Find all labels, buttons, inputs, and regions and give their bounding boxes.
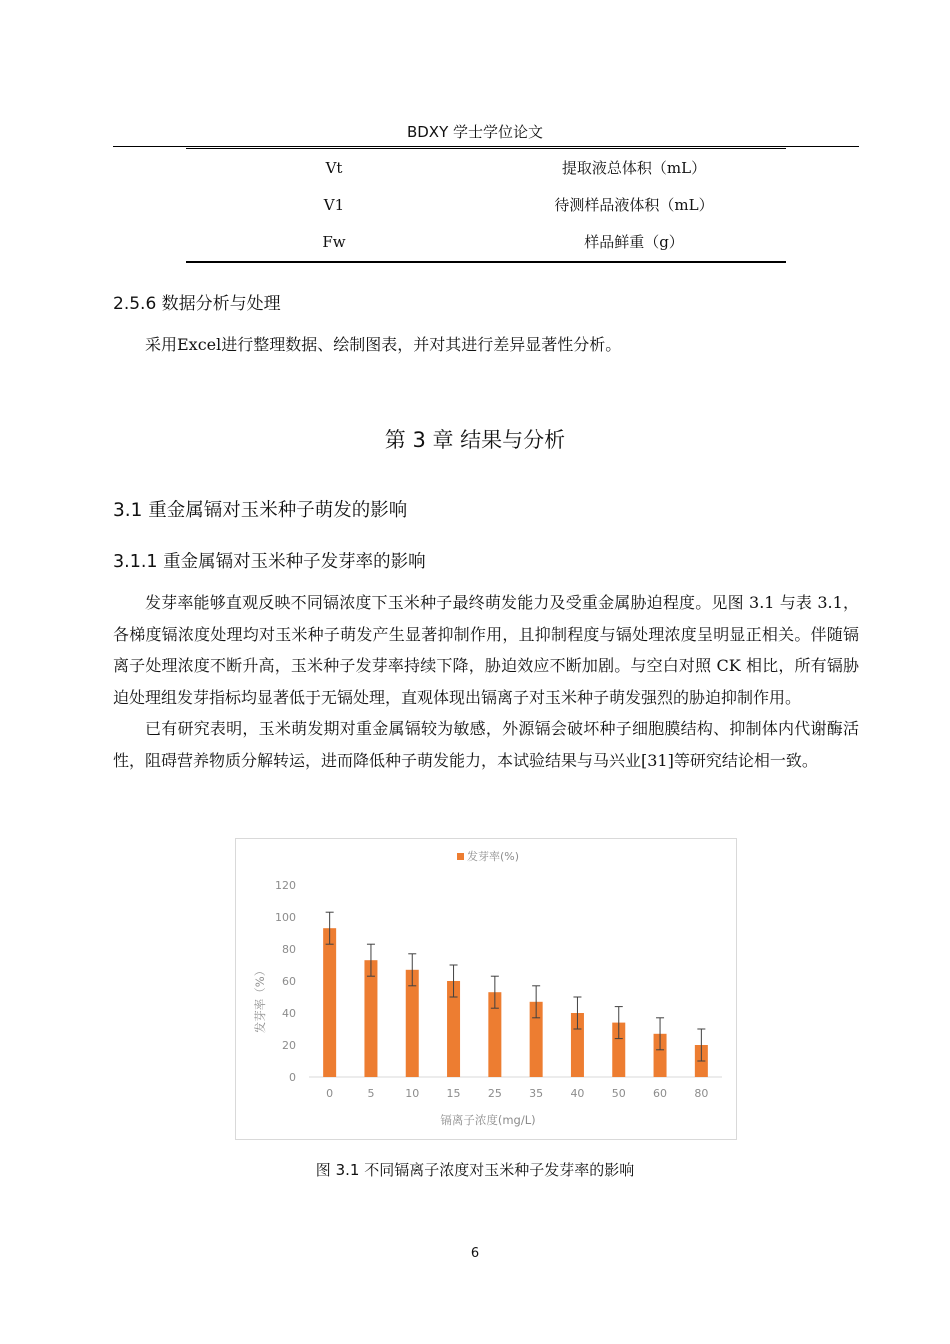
figure-3-1-chart [235, 838, 737, 1140]
chart-bars [323, 912, 708, 1077]
table-bottom-rule [186, 261, 786, 263]
legend-swatch [457, 853, 464, 860]
y-tick-label: 40 [282, 1007, 296, 1020]
table-cell-description: 提取液总体积（mL） [561, 159, 707, 177]
header-rule [113, 146, 859, 147]
bar [364, 960, 377, 1077]
paragraph: 已有研究表明，玉米萌发期对重金属镉较为敏感，外源镉会破坏种子细胞膜结构、抑制体内代谢酶活性，阻碍营养物质分解转运，进而降低种子萌发能力，本试验结果与马兴业[31]等研究结论相一致。 [113, 719, 859, 770]
x-axis-label: 镉离子浓度(mg/L) [440, 1113, 536, 1127]
paragraph: 发芽率能够直观反映不同镉浓度下玉米种子最终萌发能力及受重金属胁迫程度。见图 3.1 与表 3.1，各梯度镉浓度处理均对玉米种子萌发产生显著抑制作用，且抑制程度与镉处理浓度呈明显正相关。伴随镉离子处理浓度不断升高，玉米种子发芽率持续下降，胁迫效应不断加剧。与空白对照 CK 相比，所有镉胁迫处理组发芽指标均显著低于无镉处理，直观体现出镉离子对玉米种子萌发强烈的胁迫抑制作用。 [113, 593, 859, 707]
chapter-title: 第 3 章 结果与分析 [384, 428, 566, 452]
table-cell-symbol: V1 [323, 195, 345, 214]
y-tick-label: 0 [289, 1071, 296, 1084]
y-tick-label: 60 [282, 975, 296, 988]
x-tick-label: 80 [694, 1087, 709, 1100]
section-heading-3-1-1: 3.1.1 重金属镉对玉米种子发芽率的影响 [113, 552, 426, 572]
table-cell-symbol: Vt [325, 158, 343, 177]
section-3-1-1-body [113, 587, 859, 776]
bar [323, 928, 336, 1077]
table-cell-description: 待测样品液体积（mL） [554, 196, 714, 214]
x-tick-label: 15 [446, 1087, 461, 1100]
x-tick-label: 40 [570, 1087, 585, 1100]
x-tick-label: 60 [653, 1087, 668, 1100]
table-row [186, 149, 786, 186]
section-heading-2-5-6: 2.5.6 数据分析与处理 [113, 294, 281, 314]
x-tick-label: 10 [405, 1087, 420, 1100]
paragraph: 采用Excel进行整理数据、绘制图表，并对其进行差异显著性分析。 [145, 335, 622, 354]
y-tick-label: 80 [282, 943, 296, 956]
y-tick-label: 20 [282, 1039, 296, 1052]
table-cell-description: 样品鲜重（g） [584, 233, 684, 251]
table-row [186, 223, 786, 260]
x-tick-label: 50 [611, 1087, 626, 1100]
chart-legend [457, 849, 519, 863]
page-header-title: BDXY 学士学位论文 [406, 123, 544, 141]
y-tick-label: 100 [275, 911, 296, 924]
legend-label: 发芽率(%) [467, 850, 520, 863]
y-tick-label: 120 [275, 879, 296, 892]
section-2-5-6-body [113, 329, 859, 361]
bar-chart [236, 839, 736, 1139]
x-tick-label: 35 [529, 1087, 544, 1100]
x-tick-label: 25 [487, 1087, 502, 1100]
section-heading-3-1: 3.1 重金属镉对玉米种子萌发的影响 [113, 500, 408, 521]
figure-caption: 图 3.1 不同镉离子浓度对玉米种子发芽率的影响 [315, 1161, 635, 1179]
table-cell-symbol: Fw [322, 232, 346, 251]
x-tick-label: 5 [367, 1087, 375, 1100]
table-row [186, 186, 786, 223]
y-axis-label: 发芽率（%） [253, 964, 267, 1034]
x-tick-label: 0 [326, 1087, 334, 1100]
page-number: 6 [470, 1246, 480, 1261]
